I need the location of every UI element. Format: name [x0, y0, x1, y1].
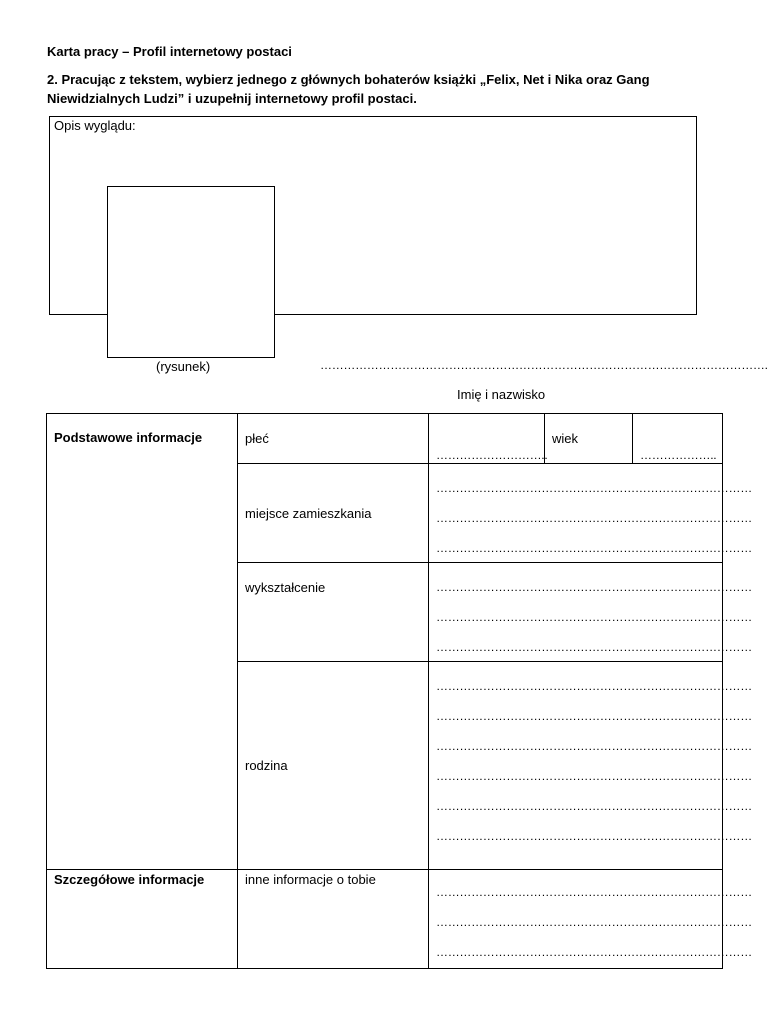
family-label	[238, 662, 429, 870]
drawing-label: (rysunek)	[156, 359, 211, 374]
family-line: ………………………………………………………………………	[436, 829, 752, 843]
other-info-field[interactable]	[429, 870, 752, 969]
residence-field[interactable]	[429, 464, 752, 563]
family-line: ………………………………………………………………………	[436, 769, 752, 783]
family-line: ………………………………………………………………………	[436, 739, 752, 753]
residence-label-text: miejsce zamieszkania	[245, 505, 372, 521]
education-field[interactable]	[429, 563, 752, 662]
education-line: ………………………………………………………………………	[436, 610, 752, 624]
table-row	[47, 870, 723, 969]
family-field[interactable]	[429, 662, 752, 870]
worksheet-title: Karta pracy – Profil internetowy postaci	[47, 44, 292, 59]
task-instruction: 2. Pracując z tekstem, wybierz jednego z głównych bohaterów książki „Felix, Net i Nika oraz Gang Niewidzialnych Ludzi” i uzupełnij internetowy profil postaci.	[47, 72, 650, 106]
detailed-info-header	[47, 870, 238, 969]
residence-label	[238, 464, 429, 563]
other-info-label-text: inne informacje o tobie	[245, 872, 376, 887]
gender-field[interactable]	[429, 414, 548, 464]
drawing-box[interactable]	[107, 186, 275, 358]
gender-label	[238, 414, 429, 464]
name-label: Imię i nazwisko	[457, 387, 546, 402]
age-field[interactable]	[633, 414, 723, 464]
other-info-line: ………………………………………………………………………	[436, 885, 752, 899]
gender-dots: ………………………..	[436, 448, 548, 462]
education-label	[238, 563, 429, 662]
age-label	[545, 414, 633, 464]
detailed-info-header-text: Szczegółowe informacje	[54, 872, 205, 887]
residence-line: ………………………………………………………………………	[436, 481, 752, 495]
residence-line: ………………………………………………………………………	[436, 511, 752, 525]
family-line: ………………………………………………………………………	[436, 709, 752, 723]
family-line: ………………………………………………………………………	[436, 679, 752, 693]
other-info-line: ………………………………………………………………………	[436, 945, 752, 959]
age-label-text: wiek	[552, 431, 579, 446]
profile-table	[46, 413, 752, 969]
age-dots: ………………..	[640, 448, 717, 462]
gender-label-text: płeć	[245, 431, 269, 446]
education-line: ………………………………………………………………………	[436, 640, 752, 654]
table-row	[47, 414, 723, 464]
education-label-text: wykształcenie	[245, 580, 326, 595]
basic-info-header	[47, 414, 238, 870]
other-info-line: ………………………………………………………………………	[436, 915, 752, 929]
other-info-label	[238, 870, 429, 969]
family-label-text: rodzina	[245, 758, 288, 773]
education-line: ………………………………………………………………………	[436, 580, 752, 594]
basic-info-header-text: Podstawowe informacje	[54, 430, 203, 445]
residence-line: ………………………………………………………………………	[436, 541, 752, 555]
appearance-description-label: Opis wyglądu:	[54, 118, 136, 133]
family-line: ………………………………………………………………………	[436, 799, 752, 813]
name-input-line[interactable]: …………………………………………………………………………………………………….	[320, 358, 768, 372]
